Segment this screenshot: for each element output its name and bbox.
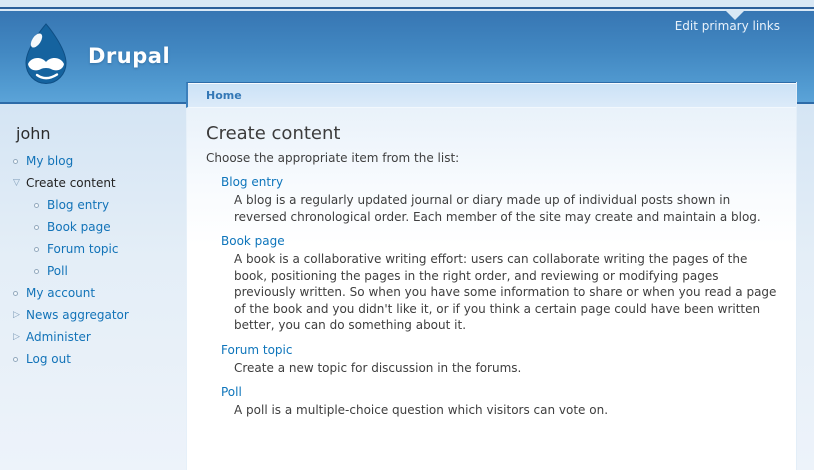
blog-entry-description: A blog is a regularly updated journal or diary made up of individual posts shown in reversed chronological order. Each member of the site may create and maintain a blog. [234, 193, 761, 224]
collapsed-triangle-icon: ▷ [13, 309, 20, 320]
content-type-list [221, 175, 778, 419]
sidebar [0, 106, 186, 370]
blog-entry-content-link[interactable]: Blog entry [221, 175, 284, 189]
book-page-description: A book is a collaborative writing effort: users can collaborate writing the pages of the book, positioning the pages in the right order, and reviewing or modifying pages previously written. So when you have some information to share or when you read a page of the book and you didn't like it, or if you think a certain page could have been written better, you can do something about it. [234, 252, 777, 332]
sidebar-menu [0, 150, 186, 370]
my-account-link[interactable]: My account [26, 286, 96, 300]
poll-description: A poll is a multiple-choice question which visitors can vote on. [234, 403, 609, 417]
intro-text: Choose the appropriate item from the list: [206, 151, 460, 165]
sidebar-account-title: john [16, 124, 51, 143]
administer-link[interactable]: Administer [26, 330, 91, 344]
sidebar-item-create-content [13, 172, 186, 282]
my-blog-link[interactable]: My blog [26, 154, 74, 168]
sidebar-item-forum-topic [34, 238, 186, 260]
content-panel [186, 82, 797, 470]
sidebar-item-administer [13, 326, 186, 348]
site-name: Drupal [88, 44, 171, 68]
breadcrumb [186, 82, 796, 108]
drupal-logo-icon[interactable] [15, 23, 77, 85]
content-type-book-page [221, 234, 778, 248]
circle-bullet-icon [34, 203, 47, 208]
sidebar-item-my-account [13, 282, 186, 304]
sidebar-item-news-aggregator [13, 304, 186, 326]
sidebar-item-book-page [34, 216, 186, 238]
create-content-submenu [13, 194, 186, 282]
edit-primary-links-link[interactable]: Edit primary links [674, 19, 780, 33]
log-out-link[interactable]: Log out [26, 352, 71, 366]
circle-bullet-icon [34, 225, 47, 230]
collapsed-triangle-icon: ▷ [13, 331, 20, 342]
poll-content-link[interactable]: Poll [221, 385, 242, 399]
content-type-blog-entry [221, 175, 778, 189]
circle-bullet-icon [13, 291, 26, 296]
main-content [186, 108, 796, 470]
sidebar-item-log-out [13, 348, 186, 370]
forum-topic-link[interactable]: Forum topic [47, 242, 119, 256]
circle-bullet-icon [34, 269, 47, 274]
circle-bullet-icon [13, 159, 26, 164]
breadcrumb-home-link[interactable]: Home [206, 89, 242, 102]
sidebar-item-poll [34, 260, 186, 282]
sidebar-item-my-blog [13, 150, 186, 172]
circle-bullet-icon [34, 247, 47, 252]
book-page-link[interactable]: Book page [47, 220, 111, 234]
expanded-triangle-icon: ▽ [13, 177, 20, 188]
book-page-content-link[interactable]: Book page [221, 234, 285, 248]
create-content-active-item[interactable]: Create content [26, 176, 116, 190]
circle-bullet-icon [13, 357, 26, 362]
content-type-poll [221, 385, 778, 399]
forum-topic-description: Create a new topic for discussion in the forums. [234, 360, 522, 375]
sidebar-item-blog-entry [34, 194, 186, 216]
page-title: Create content [206, 123, 341, 144]
top-strip [0, 0, 814, 9]
forum-topic-content-link[interactable]: Forum topic [221, 342, 293, 357]
content-type-forum-topic [221, 343, 778, 357]
blog-entry-link[interactable]: Blog entry [47, 198, 110, 212]
poll-link[interactable]: Poll [47, 264, 68, 278]
news-aggregator-link[interactable]: News aggregator [26, 308, 129, 322]
